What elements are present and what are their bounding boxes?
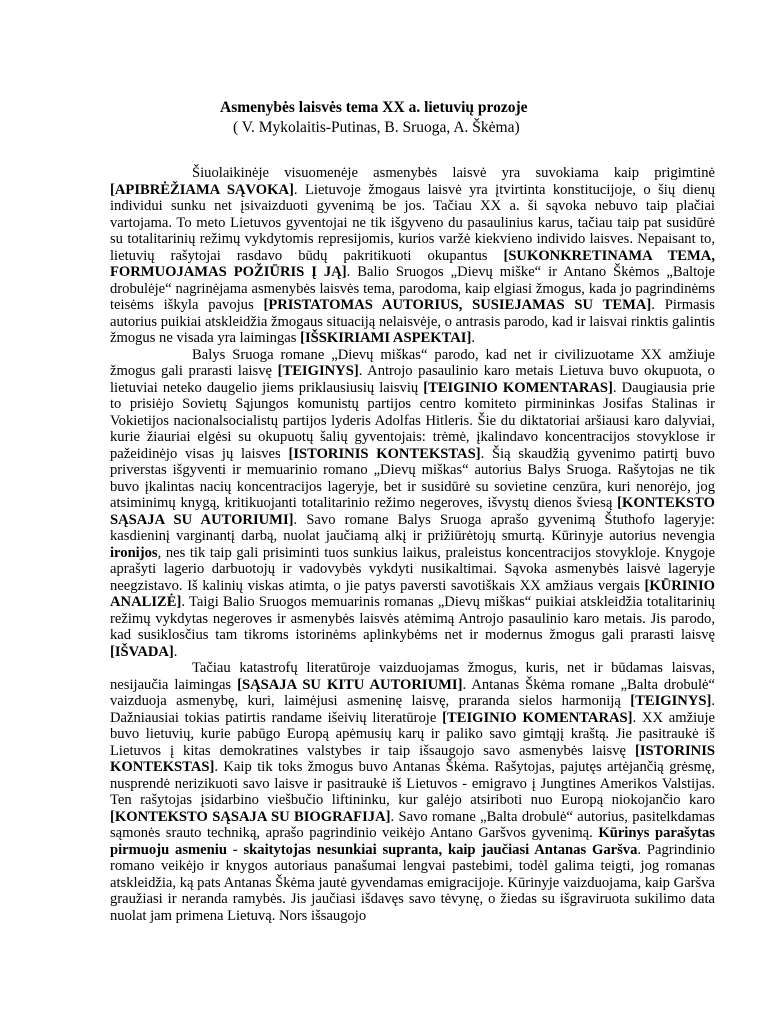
page-subtitle: ( V. Mykolaitis-Putinas, B. Sruoga, A. Škėma)	[233, 119, 520, 136]
text-run: . Šią skaudžią gyvenimo patirtį buvo priverstas išgyventi ir memuarinio romano „Dievų miškas“ autorius Balys Sruoga. Rašytojas ne tik buvo įkalintas nacių koncentracijos lageryje, bet ir susidūrė su sovietine cenzūra, kuri nenorėjo, jog atsiminimų knygą, kritikuojanti totalitarinio režimo negeroves, išvystų dienos šviesą	[110, 445, 715, 511]
bold-run: Kūrinys parašytas pirmuoju asmeniu - skaitytojas nesunkiai supranta, kaip jaučiasi Antanas Garšva	[110, 825, 715, 858]
text-run: . Pagrindinio romano veikėjo ir knygos autoriaus panašumai lengvai pastebimi, todėl galima teigti, jog romanas atskleidžia, ką pats Antanas Škėma jautė gyvendamas emigracijoje. Kūrinyje vaizduojama, kaip Garšva graužiasi ir neranda ramybės. Jis jaučiasi išdavęs savo tėvynę, o žiedas su išgraviruota sukilimo data nuolat jam primena Lietuvą. Nors išsaugojo	[110, 841, 716, 924]
text-run: . Taigi Balio Sruogos memuarinis romanas „Dievų miškas“ puikiai atskleidžia totalitarinių režimų vykdytas negeroves ir asmenybės laisvės atėmimą Antrojo pasaulinio karo metais. Jis parodo, kad susiklosčius tam tikroms istorinėms aplinkybėms net ir modernus žmogus gali prarasti laisvę	[110, 594, 715, 643]
bold-run: [IŠSKIRIAMI ASPEKTAI]	[300, 330, 472, 346]
bold-run: [SUKONKRETINAMA TEMA, FORMUOJAMAS POŽIŪRIS Į JĄ]	[110, 247, 715, 280]
bold-run: [KONTEKSTO SĄSAJA SU BIOGRAFIJA]	[110, 808, 391, 825]
body-paragraph	[110, 165, 715, 347]
body-paragraph	[110, 347, 715, 661]
bold-run: [TEIGINYS]	[277, 363, 359, 379]
bold-run: [TEIGINIO KOMENTARAS]	[442, 709, 633, 726]
text-run: . XX amžiuje buvo lietuvių, kurie pabūgo Europą apėmusių karų ir paliko savo gimtąjį kraštą. Jie pasitraukė iš Lietuvos į kitas demokratines valstybes ir taip išsaugojo savo asmenybės laisvę	[110, 709, 715, 759]
text-run: Tačiau katastrofų literatūroje vaizduojamas žmogus, kuris, net ir būdamas laisvas, nesijaučia laimingas	[110, 660, 715, 693]
text-run: .	[471, 330, 475, 346]
bold-run: [SĄSAJA SU KITU AUTORIUMI]	[237, 676, 463, 693]
title-block	[0, 98, 768, 138]
text-run: . Antrojo pasaulinio karo metais Lietuva buvo okupuota, o lietuviai neteko daugelio jiems priklausiusių laisvių	[110, 363, 715, 396]
body-paragraph	[110, 660, 715, 924]
text-run: . Savo romane „Balta drobulė“ autorius, pasitelkdamas sąmonės srauto techniką, aprašo pagrindinio veikėjo Antano Garšvos gyvenimą.	[110, 808, 715, 841]
bold-run: [ISTORINIS KONTEKSTAS]	[288, 445, 481, 462]
text-run: . Daugiausia prie to prisiėjo Sovietų Sąjungos komunistų partijos centro komiteto pirmininkas Josifas Stalinas ir Vokietijos nacionalsocialistų partijos lyderis Adolfas Hitleris. Šie du diktatoriai aršiausi karo dalyviai, kurie žiauriai elgėsi su okupuotų šalių gyventojais: trėmė, įkalindavo koncentracijos stovyklose ir pažeidinėjo visas jų laisves	[110, 379, 715, 462]
text-run: . Pirmasis autorius puikiai atskleidžia žmogaus situaciją nelaisvėje, o antrasis parodo, kad ir laisvai rinktis galintis žmogus ne visada yra laimingas	[110, 297, 715, 346]
bold-run: [PRISTATOMAS AUTORIUS, SUSIEJAMAS SU TEMA]	[263, 297, 652, 313]
text-run: .	[173, 643, 178, 660]
text-run: . Savo romane Balys Sruoga aprašo gyvenimą Štuthofo lageryje: kasdieninį varginantį darbą, nuolat jaučiamą alkį ir prižiūrėtojų smurtą. Kūrinyje autorius nevengia	[110, 511, 715, 544]
bold-run: [KONTEKSTO SĄSAJA SU AUTORIUMI]	[110, 495, 715, 528]
bold-run: [TEIGINYS]	[630, 693, 712, 709]
bold-run: [IŠVADA]	[110, 643, 174, 660]
text-run: Šiuolaikinėje visuomenėje asmenybės laisvė yra suvokiama kaip prigimtinė	[192, 165, 715, 181]
text-run: . Lietuvoje žmogaus laisvė yra įtvirtinta konstitucijoje, o šių dienų individui sunku net įsivaizduoti gyvenimą be jos. Tačiau XX a. ši sąvoka nebuvo taip plačiai vartojama. To meto Lietuvos gyventojai ne tik išgyveno du pasaulinius karus, tačiau taip pat susidūrė su totalitarinių režimų vykdytomis represijomis, kurios varžė kiekvieno individo laisves. Nepaisant to, lietuvių rašytojai rasdavo būdų pakritikuoti okupantus	[110, 181, 715, 264]
document-body	[110, 165, 715, 924]
bold-run: [ISTORINIS KONTEKSTAS]	[110, 742, 715, 775]
text-run: , nes tik taip gali prisiminti tuos sunkius laikus, praleistus koncentracijos stovykloje. Knygoje aprašyti lagerio darbuotojų ir vadovybės vykdyti nusikaltimai. Sąvoka asmenybės laisvė lageryje neegzistavo. Iš kalinių viskas atimta, o jie patys paversti savotiškais XX amžiaus vergais	[110, 544, 715, 594]
text-run: . Antanas Škėma romane „Balta drobulė“ vaizduoja asmenybę, kuri, laimėjusi asmeninę laisvę, praranda sielos harmoniją	[110, 676, 715, 709]
text-run: Balys Sruoga romane „Dievų miškas“ parodo, kad net ir civilizuotame XX amžiuje žmogus gali prarasti laisvę	[110, 346, 715, 379]
page-title: Asmenybės laisvės tema XX a. lietuvių prozoje	[220, 99, 528, 116]
bold-run: [TEIGINIO KOMENTARAS]	[423, 379, 613, 396]
bold-run: [APIBRĖŽIAMA SĄVOKA]	[110, 181, 294, 198]
text-run: . Kaip tik toks žmogus buvo Antanas Škėma. Rašytojas, pajutęs artėjančią grėsmę, nusprendė nerizikuoti savo laisve ir pasitraukė iš Lietuvos - emigravo į Jungtines Amerikos Valstijas. Ten rašytojas įsidarbino viešbučio liftininku, kur galėjo atsiriboti nuo Europą niokojančio karo	[110, 759, 715, 808]
text-run: . Balio Sruogos „Dievų miške“ ir Antano Škėmos „Baltoje drobulėje“ nagrinėjama asmenybės laisvės tema, parodoma, kaip elgiasi žmogus, kada jo pagrindinėms teisėms iškyla pavojus	[110, 264, 715, 313]
bold-run: [KŪRINIO ANALIZĖ]	[110, 577, 715, 610]
text-run: . Dažniausiai tokias patirtis randame išeivių literatūroje	[110, 693, 715, 726]
bold-run: ironijos	[110, 544, 158, 561]
